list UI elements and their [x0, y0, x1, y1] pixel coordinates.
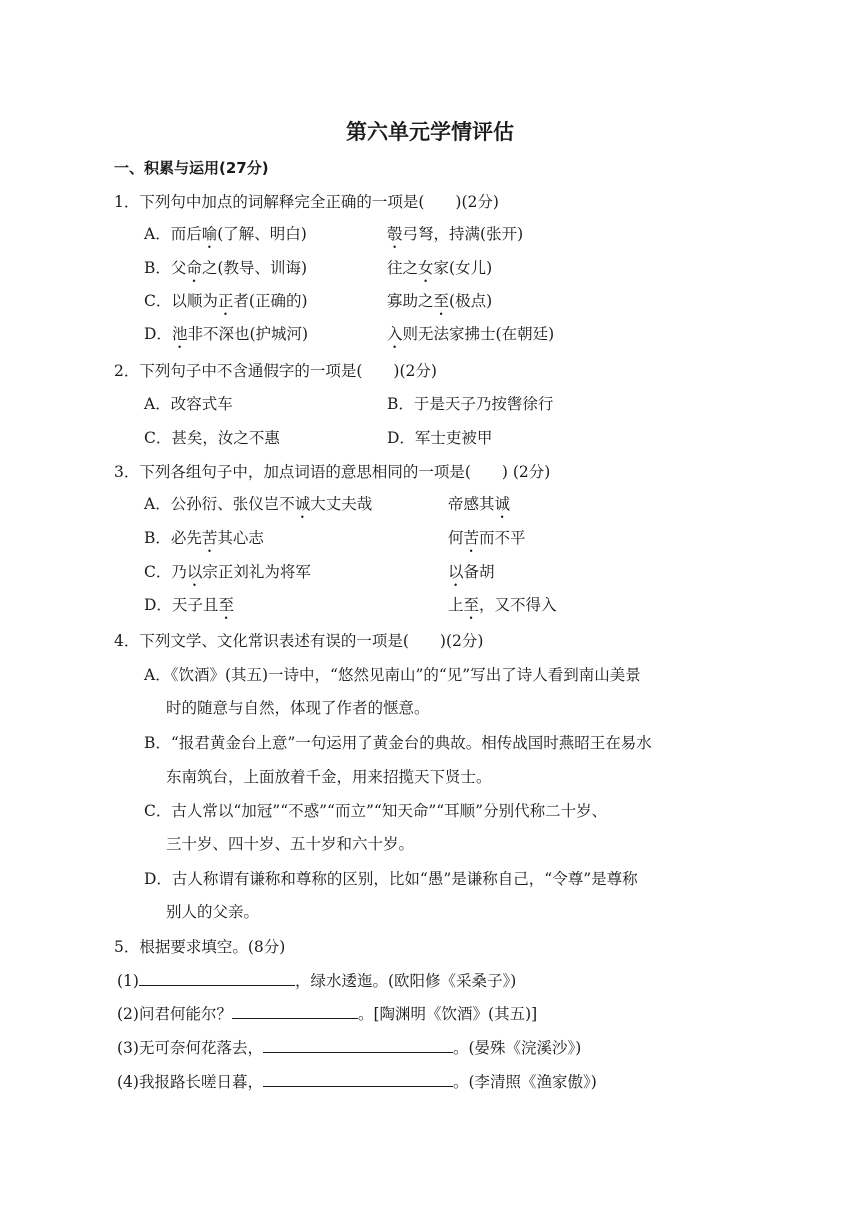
q5-item-3: (3)无可奈何花落去， 。(晏殊《浣溪沙》)	[117, 1039, 582, 1057]
q4-option-a-line1: A．《饮酒》(其五)一诗中，“悠然见南山”的“见”写出了诗人看到南山美景	[144, 666, 641, 684]
q1-option-b: B．父命之(教导、训诲)	[144, 259, 308, 277]
q1-option-c: C．以顺为正者(正确的)	[144, 292, 308, 310]
q3-option-a: A．公孙衍、张仪岂不诚大丈夫哉	[144, 495, 373, 513]
answer-blank[interactable]	[232, 1003, 358, 1019]
q1-option-d: D．池非不深也(护城河)	[144, 325, 309, 343]
answer-blank[interactable]	[263, 1071, 453, 1087]
q3-option-d-second: 上至，又不得入	[448, 596, 557, 614]
q3-option-c: C．乃以宗正刘礼为将军	[144, 563, 311, 581]
q1-option-a: A．而后喻(了解、明白)	[144, 225, 307, 243]
q4-option-a-line2: 时的随意与自然，体现了作者的惬意。	[166, 699, 430, 717]
question-4-stem: 4．下列文学、文化常识表述有误的一项是( )(2分)	[114, 632, 484, 650]
q3-option-a-second: 帝感其诚	[448, 495, 511, 513]
q3-option-b: B．必先苦其心志	[144, 529, 264, 547]
q2-option-a: A．改容式车	[144, 395, 233, 413]
q2-option-d: D．军士吏被甲	[387, 429, 493, 447]
question-1-stem: 1．下列句中加点的词解释完全正确的一项是( )(2分)	[114, 193, 499, 211]
q1-option-b-second: 往之女家(女儿)	[387, 259, 493, 277]
q2-option-c: C．甚矣，汝之不惠	[144, 429, 280, 447]
q5-item-1: (1) ，绿水逶迤。(欧阳修《采桑子》)	[117, 972, 517, 990]
q4-option-c-line1: C．古人常以“加冠”“不惑”“而立”“知天命”“耳顺”分别代称二十岁、	[144, 802, 608, 820]
q4-option-d-line2: 别人的父亲。	[166, 903, 260, 921]
q4-option-b-line2: 东南筑台，上面放着千金，用来招揽天下贤士。	[166, 768, 492, 786]
q4-option-b-line1: B．“报君黄金台上意”一句运用了黄金台的典故。相传战国时燕昭王在易水	[144, 734, 652, 752]
q1-option-c-second: 寡助之至(极点)	[387, 292, 493, 310]
question-5-stem: 5．根据要求填空。(8分)	[114, 938, 286, 956]
q4-option-d-line1: D．古人称谓有谦称和尊称的区别，比如“愚”是谦称自己，“令尊”是尊称	[144, 870, 638, 888]
q4-option-c-line2: 三十岁、四十岁、五十岁和六十岁。	[166, 835, 415, 853]
question-3-stem: 3．下列各组句子中，加点词语的意思相同的一项是( ) (2分)	[114, 463, 551, 481]
section-heading: 一、积累与运用(27分)	[114, 159, 269, 177]
q1-option-a-second: 彀弓弩，持满(张开)	[387, 225, 524, 243]
q5-item-2: (2)问君何能尔？ 。[陶渊明《饮酒》(其五)]	[117, 1005, 538, 1023]
page-title: 第六单元学情评估	[346, 120, 514, 144]
q3-option-c-second: 以备胡	[448, 563, 495, 581]
question-2-stem: 2．下列句子中不含通假字的一项是( )(2分)	[114, 362, 437, 380]
q5-item-4: (4)我报路长嗟日暮， 。(李清照《渔家傲》)	[117, 1073, 597, 1091]
answer-blank[interactable]	[139, 970, 295, 986]
q1-option-d-second: 入则无法家拂士(在朝廷)	[387, 325, 555, 343]
q2-option-b: B．于是天子乃按辔徐行	[387, 395, 554, 413]
q3-option-d: D．天子且至	[144, 596, 234, 614]
q3-option-b-second: 何苦而不平	[448, 529, 526, 547]
answer-blank[interactable]	[263, 1037, 453, 1053]
